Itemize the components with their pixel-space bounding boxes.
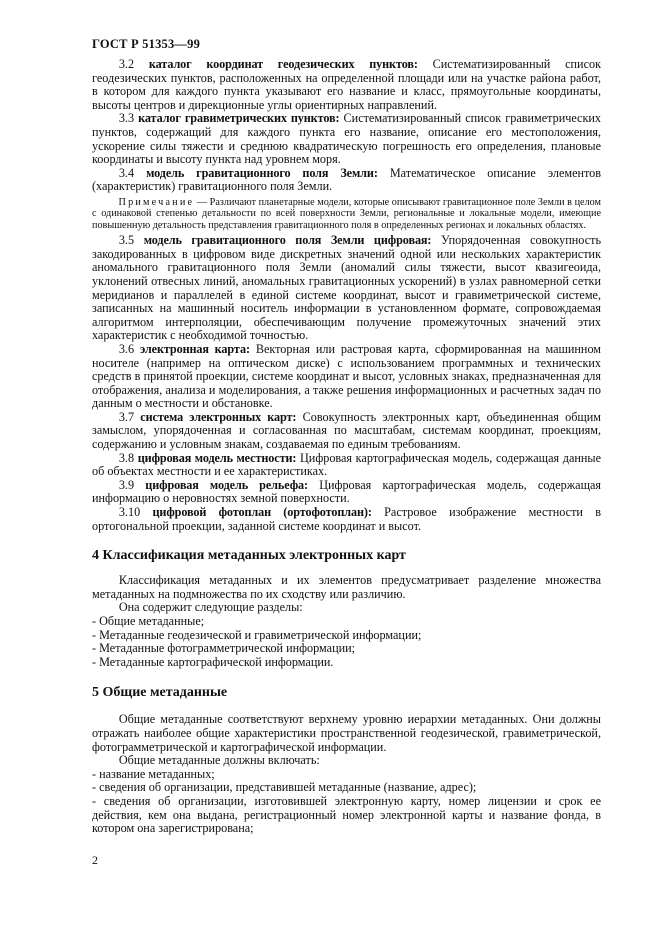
- section-4-lead: Она содержит следующие разделы:: [118, 600, 303, 615]
- definition-text: Систематизированный список гравиметрических пунктов, содержащий для каждого пункта его название, описание его местоположения, ускорение силы тяжести и среднюю квадратическую погрешность его определения, плановые координаты и высоту пункта над уровнем моря.: [92, 111, 602, 167]
- definition-number: 3.10: [118, 505, 141, 520]
- definition-text: Упорядоченная совокупность закодированных в цифровом виде дискретных значений одной или нескольких характеристик аномального гравитационного поля Земли (аномалий силы тяжести, высот квазигеоида, уклонений отвесных линий, аномальных гравитационных ускорений) в узлах равномерной сетки меридианов и параллелей в единой системе координат, высот и гравиметрической системе, записанных на машинный носитель информации в установленном формате, сопровождаемая алгоритмом интерполяции, обеспечивающим получение промежуточных значений этих характеристик с необходимой точностью.: [92, 233, 601, 343]
- definition-number: 3.2: [118, 57, 135, 71]
- list-item: - Общие метаданные;: [92, 614, 205, 628]
- definition-term: каталог гравиметрических пунктов:: [138, 111, 340, 126]
- list-item: - сведения об организации, изготовившей электронную карту, номер лицензии и срок ее действия, кем она выдана, регистрационный номер электронной карты и название фонда, в котором она зарегистрирована;: [92, 793, 601, 836]
- section-4-intro: Классификация метаданных и их элементов предусматривает разделение множества метаданных на подмножества по их сходству или различию.: [92, 573, 601, 601]
- definition-3-5: [92, 234, 601, 343]
- note-text: — Различают планетарные модели, которые описывают гравитационное поле Земли в целом с одинаковой степенью детальности по всей поверхности Земли, региональные и локальные модели, имеющие повышенную детальность представления гравитационного поля в определенных регионах и локальных областях.: [92, 196, 601, 231]
- definition-term: система электронных карт:: [140, 409, 297, 424]
- definition-3-2: [92, 58, 601, 112]
- definition-3-9: [92, 479, 601, 506]
- document-header: ГОСТ Р 51353—99: [92, 37, 201, 51]
- definition-text: Растровое изображение местности в ортогональной проекции, заданной системе координат и высот.: [92, 505, 601, 533]
- definition-3-7: [92, 411, 601, 452]
- definition-number: 3.6: [118, 341, 135, 356]
- section-5-lead: Общие метаданные должны включать:: [118, 753, 320, 768]
- definition-text: Математическое описание элементов (характеристик) гравитационного поля Земли.: [92, 165, 602, 194]
- page-number: 2: [92, 853, 98, 867]
- definition-number: 3.7: [118, 409, 135, 424]
- note: [92, 197, 601, 231]
- section-5-heading: 5 Общие метаданные: [92, 685, 228, 701]
- definition-number: 3.9: [118, 477, 135, 492]
- definition-3-6: [92, 343, 601, 411]
- list-item: - Метаданные картографической информации.: [92, 654, 334, 669]
- definition-3-10: [92, 506, 601, 533]
- definition-number: 3.5: [118, 233, 135, 248]
- definition-3-4: [92, 167, 601, 194]
- section-5-intro: Общие метаданные соответствуют верхнему уровню иерархии метаданных. Они должны отражать наиболее общие характеристики пространственной геодезической, гравиметрической, фотограмметрической и картографической информации.: [92, 712, 601, 754]
- definition-number: 3.4: [118, 165, 135, 180]
- list-item: - Метаданные геодезической и гравиметрической информации;: [92, 627, 422, 642]
- definition-text: Совокупность электронных карт, объединенная общим замыслом, упорядоченная и согласованная по масштабам, системам координат, проекциям, содержанию и условным знакам, создаваемая по единым требованиям.: [92, 409, 602, 452]
- definition-term: цифровой фотоплан (ортофотоплан):: [152, 505, 372, 520]
- definition-number: 3.8: [118, 450, 135, 465]
- list-item: - Метаданные фотограмметрической информации;: [92, 641, 356, 656]
- definition-number: 3.3: [118, 111, 135, 126]
- list-item: - сведения об организации, представившей метаданные (название, адрес);: [92, 780, 477, 795]
- definition-term: электронная карта:: [139, 341, 250, 356]
- definition-term: цифровая модель местности:: [137, 450, 297, 465]
- list-item: - название метаданных;: [92, 766, 215, 781]
- definition-term: модель гравитационного поля Земли:: [146, 165, 378, 180]
- note-label: Примечание: [118, 196, 195, 208]
- definition-3-3: [92, 112, 601, 166]
- definition-text: Цифровая картографическая модель, содержащая информацию о неровностях земной поверхности.: [92, 477, 601, 506]
- definition-text: Цифровая картографическая модель, содержащая данные об объектах местности и ее характеристиках.: [92, 450, 601, 479]
- section-4-heading: 4 Классификация метаданных электронных карт: [92, 548, 406, 564]
- definition-text: Векторная или растровая карта, сформированная на машинном носителе (например на оптическом диске) с использованием программных и технических средств в принятой проекции, системе координат и высот, условных знаках, предназначенная для отображения, анализа и моделирования, а также решения информационных и расчетных задач по данным о местности и обстановке.: [92, 341, 602, 411]
- definition-term: модель гравитационного поля Земли цифровая:: [143, 233, 432, 248]
- definition-3-8: [92, 452, 601, 479]
- definition-term: каталог координат геодезических пунктов:: [148, 57, 418, 71]
- definition-term: цифровая модель рельефа:: [145, 477, 308, 492]
- definition-text: Систематизированный список геодезических пунктов, расположенных на определенной площади или на участке района работ, в котором для каждого пункта указывают его название и класс, прямоугольные координаты, высоты центров и дирекционные углы ориентирных направлений.: [92, 57, 602, 112]
